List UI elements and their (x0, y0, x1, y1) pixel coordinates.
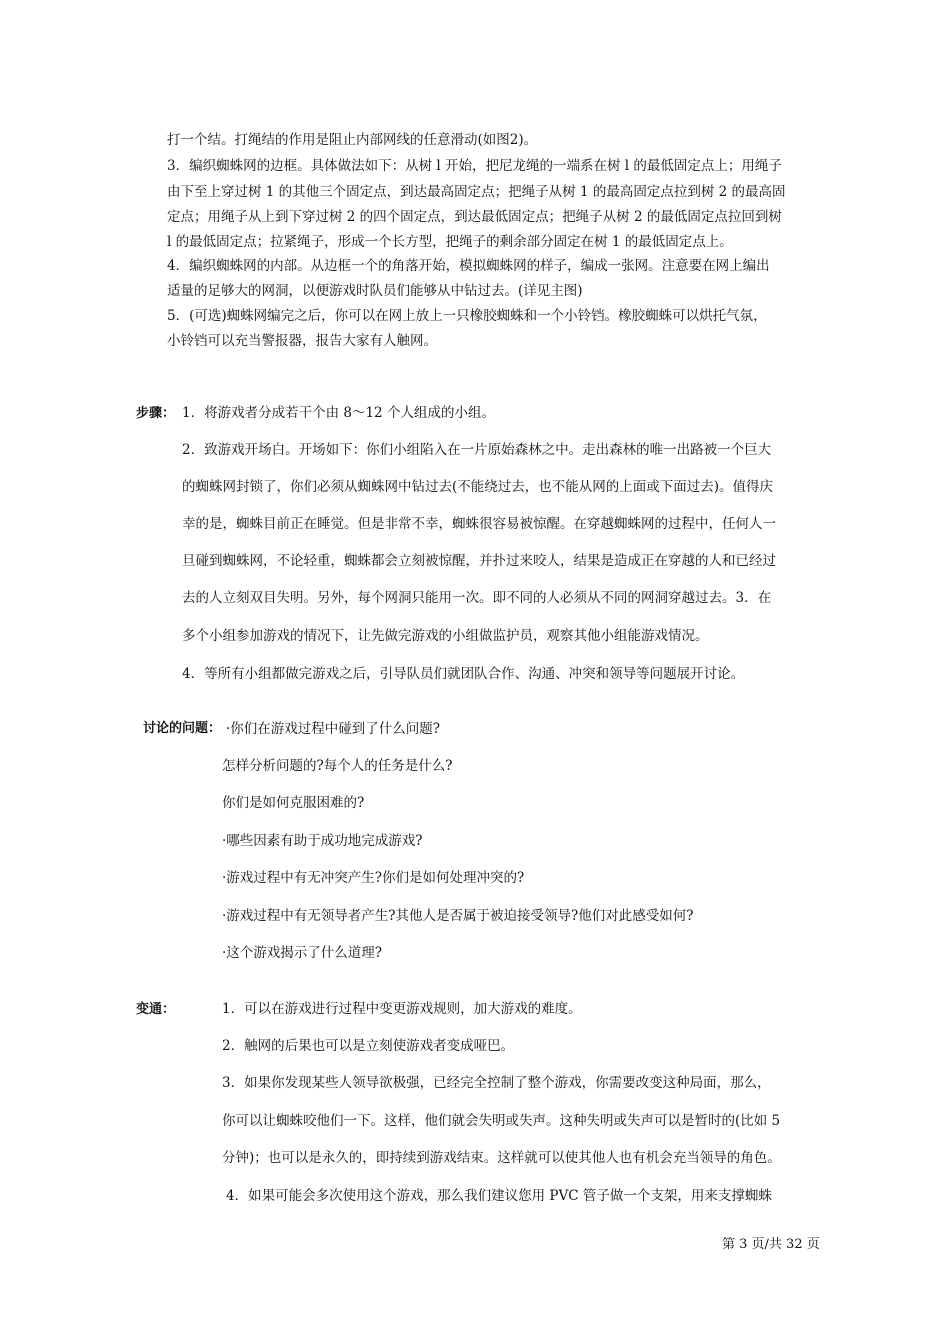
intro-line: l 的最低固定点；拉紧绳子，形成一个长方型，把绳子的剩余部分固定在树 1 的最低固定点上。 (167, 234, 733, 250)
discussion-question: ·你们在游戏过程中碰到了什么问题? (226, 721, 441, 737)
discussion-question: ·游戏过程中有无冲突产生?你们是如何处理冲突的? (222, 870, 525, 886)
variation-line: 4．如果可能会多次使用这个游戏，那么我们建议您用 PVC 管子做一个支架，用来支撑蜘蛛 (226, 1188, 772, 1204)
discussion-question: 你们是如何克服困难的? (222, 795, 365, 811)
variation-line: 3．如果你发现某些人领导欲极强，已经完全控制了整个游戏，你需要改变这种局面，那么， (222, 1075, 771, 1091)
variation-line: 2．触网的后果也可以是立刻使游戏者变成哑巴。 (222, 1038, 515, 1054)
discussion-question: ·这个游戏揭示了什么道理? (222, 945, 383, 961)
discussion-question: ·哪些因素有助于成功地完成游戏? (222, 833, 423, 849)
step-line: 旦碰到蜘蛛网，不论轻重，蜘蛛都会立刻被惊醒，并扑过来咬人，结果是造成正在穿越的人和已经过 (182, 553, 776, 569)
step-line: 幸的是，蜘蛛目前正在睡觉。但是非常不幸，蜘蛛很容易被惊醒。在穿越蜘蛛网的过程中，任何人一 (182, 516, 776, 532)
step-line: 1．将游戏者分成若干个由 8～12 个人组成的小组。 (182, 405, 495, 421)
intro-line: 5．(可选)蜘蛛网编完之后，你可以在网上放上一只橡胶蜘蛛和一个小铃铛。橡胶蜘蛛可以烘托气氛， (167, 308, 767, 324)
discussion-label: 讨论的问题： (143, 721, 222, 736)
intro-line: 小铃铛可以充当警报器，报告大家有人触网。 (167, 333, 437, 349)
intro-line: 适量的足够大的网洞，以便游戏时队员们能够从中钻过去。(详见主图) (167, 283, 583, 299)
intro-line: 打一个结。打绳结的作用是阻止内部网线的任意滑动(如图2)。 (167, 132, 538, 148)
intro-line: 4．编织蜘蛛网的内部。从边框一个的角落开始，模拟蜘蛛网的样子，编成一张网。注意要在网上编出 (167, 258, 770, 274)
variation-line: 你可以让蜘蛛咬他们一下。这样，他们就会失明或失声。这种失明或失声可以是暂时的(比如 5 (222, 1113, 781, 1129)
step-line: 2．致游戏开场白。开场如下：你们小组陷入在一片原始森林之中。走出森林的唯一出路被一个巨大 (182, 442, 772, 458)
intro-line: 由下至上穿过树 1 的其他三个固定点，到达最高固定点；把绳子从树 1 的最高固定点拉到树 2 的最高固 (167, 184, 786, 200)
step-line: 去的人立刻双目失明。另外，每个网洞只能用一次。即不同的人必须从不同的网洞穿越过去。3．在 (182, 590, 772, 606)
step-line: 多个小组参加游戏的情况下，让先做完游戏的小组做监护员，观察其他小组能游戏情况。 (182, 628, 709, 644)
steps-label: 步骤： (136, 406, 176, 421)
page-number: 第 3 页/共 32 页 (722, 1237, 820, 1252)
intro-line: 定点；用绳子从上到下穿过树 2 的四个固定点，到达最低固定点；把绳子从树 2 的最低固定点拉回到树 (167, 209, 782, 225)
discussion-question: 怎样分析问题的?每个人的任务是什么? (222, 758, 453, 774)
intro-line: 3．编织蜘蛛网的边框。具体做法如下：从树 l 开始，把尼龙绳的一端系在树 l 的最低固定点上；用绳子 (167, 158, 782, 174)
step-line: 4．等所有小组都做完游戏之后，引导队员们就团队合作、沟通、冲突和领导等问题展开讨论。 (182, 666, 745, 682)
variation-line: 1．可以在游戏进行过程中变更游戏规则，加大游戏的难度。 (222, 1001, 582, 1017)
discussion-question: ·游戏过程中有无领导者产生?其他人是否属于被迫接受领导?他们对此感受如何? (222, 908, 694, 924)
step-line: 的蜘蛛网封锁了，你们必须从蜘蛛网中钻过去(不能绕过去，也不能从网的上面或下面过去)。值得庆 (182, 479, 774, 495)
variation-line: 分钟)；也可以是永久的，即持续到游戏结束。这样就可以使其他人也有机会充当领导的角色。 (222, 1150, 781, 1166)
variations-label: 变通： (136, 1002, 176, 1017)
